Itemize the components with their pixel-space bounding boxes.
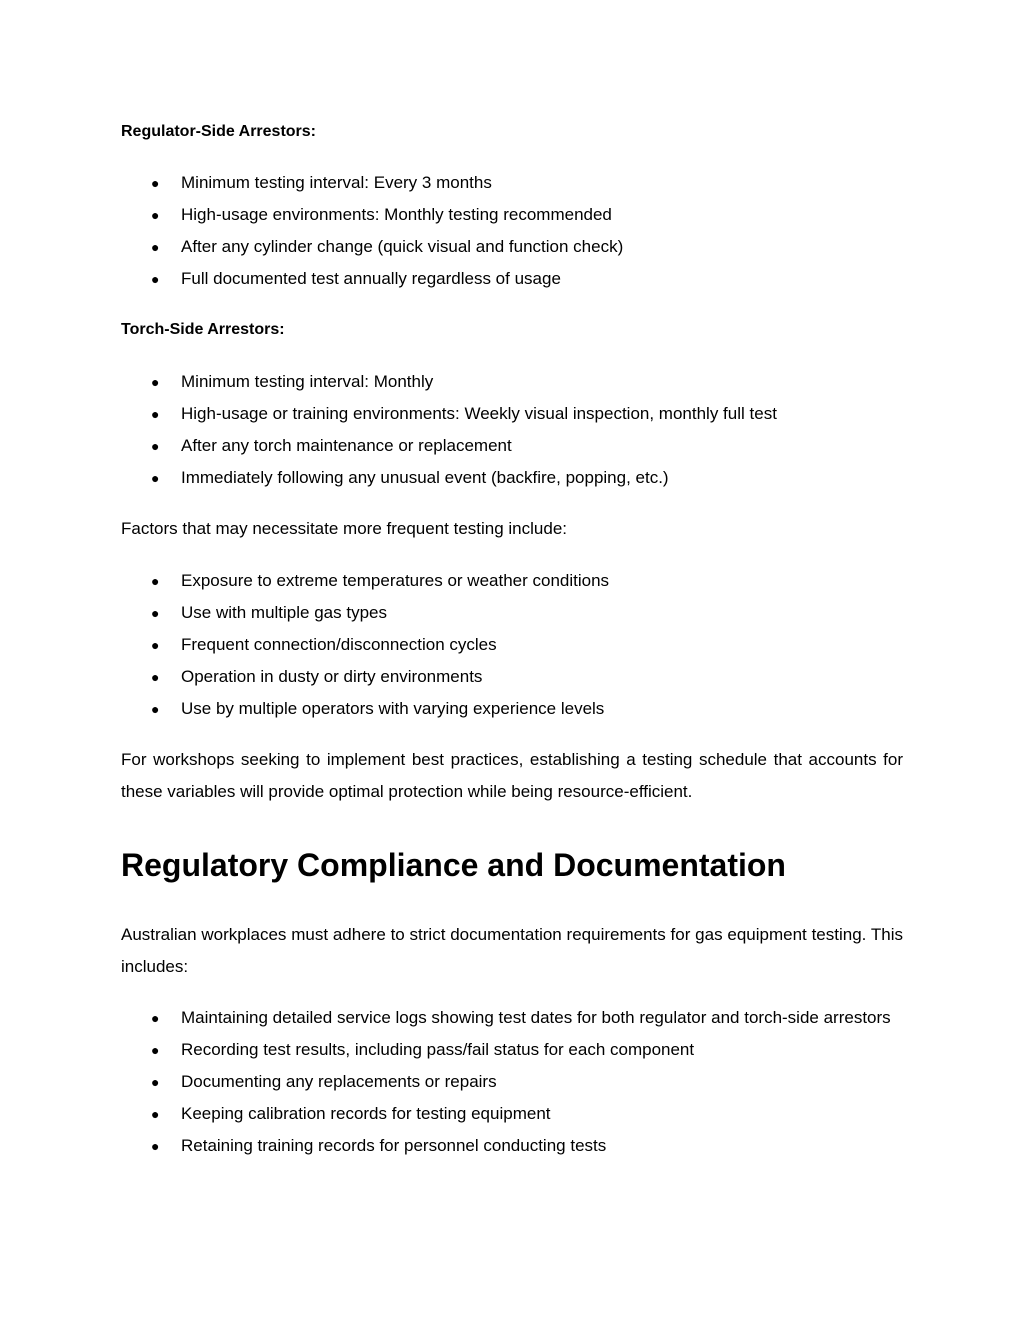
list-item: ● Use by multiple operators with varying experience levels [121, 693, 903, 725]
list-item: ● Recording test results, including pass/fail status for each component [121, 1034, 903, 1066]
bullet-icon: ● [151, 271, 160, 287]
list-item: ● Maintaining detailed service logs showing test dates for both regulator and torch-side arrestors [121, 1002, 903, 1034]
compliance-list [121, 1002, 903, 1162]
bullet-icon: ● [151, 1074, 160, 1090]
list-item: ● Full documented test annually regardless of usage [121, 263, 903, 295]
list-item: ● Retaining training records for personnel conducting tests [121, 1130, 903, 1162]
bullet-icon: ● [151, 406, 160, 422]
bullet-icon: ● [151, 605, 160, 621]
list-item: ● High-usage or training environments: Weekly visual inspection, monthly full test [121, 398, 903, 430]
torch-side-heading: Torch-Side Arrestors: [121, 321, 285, 338]
list-item: ● After any torch maintenance or replacement [121, 430, 903, 462]
workshops-paragraph: For workshops seeking to implement best practices, establishing a testing schedule that accounts for these variables will provide optimal protection while being resource-efficient. [121, 750, 903, 801]
bullet-icon: ● [151, 701, 160, 717]
bullet-icon: ● [151, 637, 160, 653]
bullet-icon: ● [151, 1042, 160, 1058]
list-item: ● Minimum testing interval: Every 3 months [121, 167, 903, 199]
bullet-icon: ● [151, 175, 160, 191]
bullet-icon: ● [151, 1106, 160, 1122]
bullet-icon: ● [151, 207, 160, 223]
torch-side-list [121, 366, 903, 494]
regulator-side-list [121, 167, 903, 295]
factors-list [121, 565, 903, 725]
list-item: ● Minimum testing interval: Monthly [121, 366, 903, 398]
bullet-icon: ● [151, 1010, 160, 1026]
bullet-icon: ● [151, 239, 160, 255]
bullet-icon: ● [151, 470, 160, 486]
list-item: ● After any cylinder change (quick visual and function check) [121, 231, 903, 263]
bullet-icon: ● [151, 573, 160, 589]
list-item: ● Immediately following any unusual event (backfire, popping, etc.) [121, 462, 903, 494]
list-item: ● Operation in dusty or dirty environments [121, 661, 903, 693]
bullet-icon: ● [151, 438, 160, 454]
bullet-icon: ● [151, 374, 160, 390]
list-item: ● Keeping calibration records for testing equipment [121, 1098, 903, 1130]
compliance-intro: Australian workplaces must adhere to strict documentation requirements for gas equipment testing. This includes: [121, 925, 903, 976]
bullet-icon: ● [151, 1138, 160, 1154]
list-item: ● Exposure to extreme temperatures or weather conditions [121, 565, 903, 597]
bullet-icon: ● [151, 669, 160, 685]
list-item: ● Use with multiple gas types [121, 597, 903, 629]
list-item: ● Documenting any replacements or repairs [121, 1066, 903, 1098]
factors-intro: Factors that may necessitate more frequent testing include: [121, 519, 568, 538]
regulator-side-heading: Regulator-Side Arrestors: [121, 123, 316, 140]
list-item: ● High-usage environments: Monthly testing recommended [121, 199, 903, 231]
list-item: ● Frequent connection/disconnection cycles [121, 629, 903, 661]
section-heading: Regulatory Compliance and Documentation [121, 847, 786, 883]
